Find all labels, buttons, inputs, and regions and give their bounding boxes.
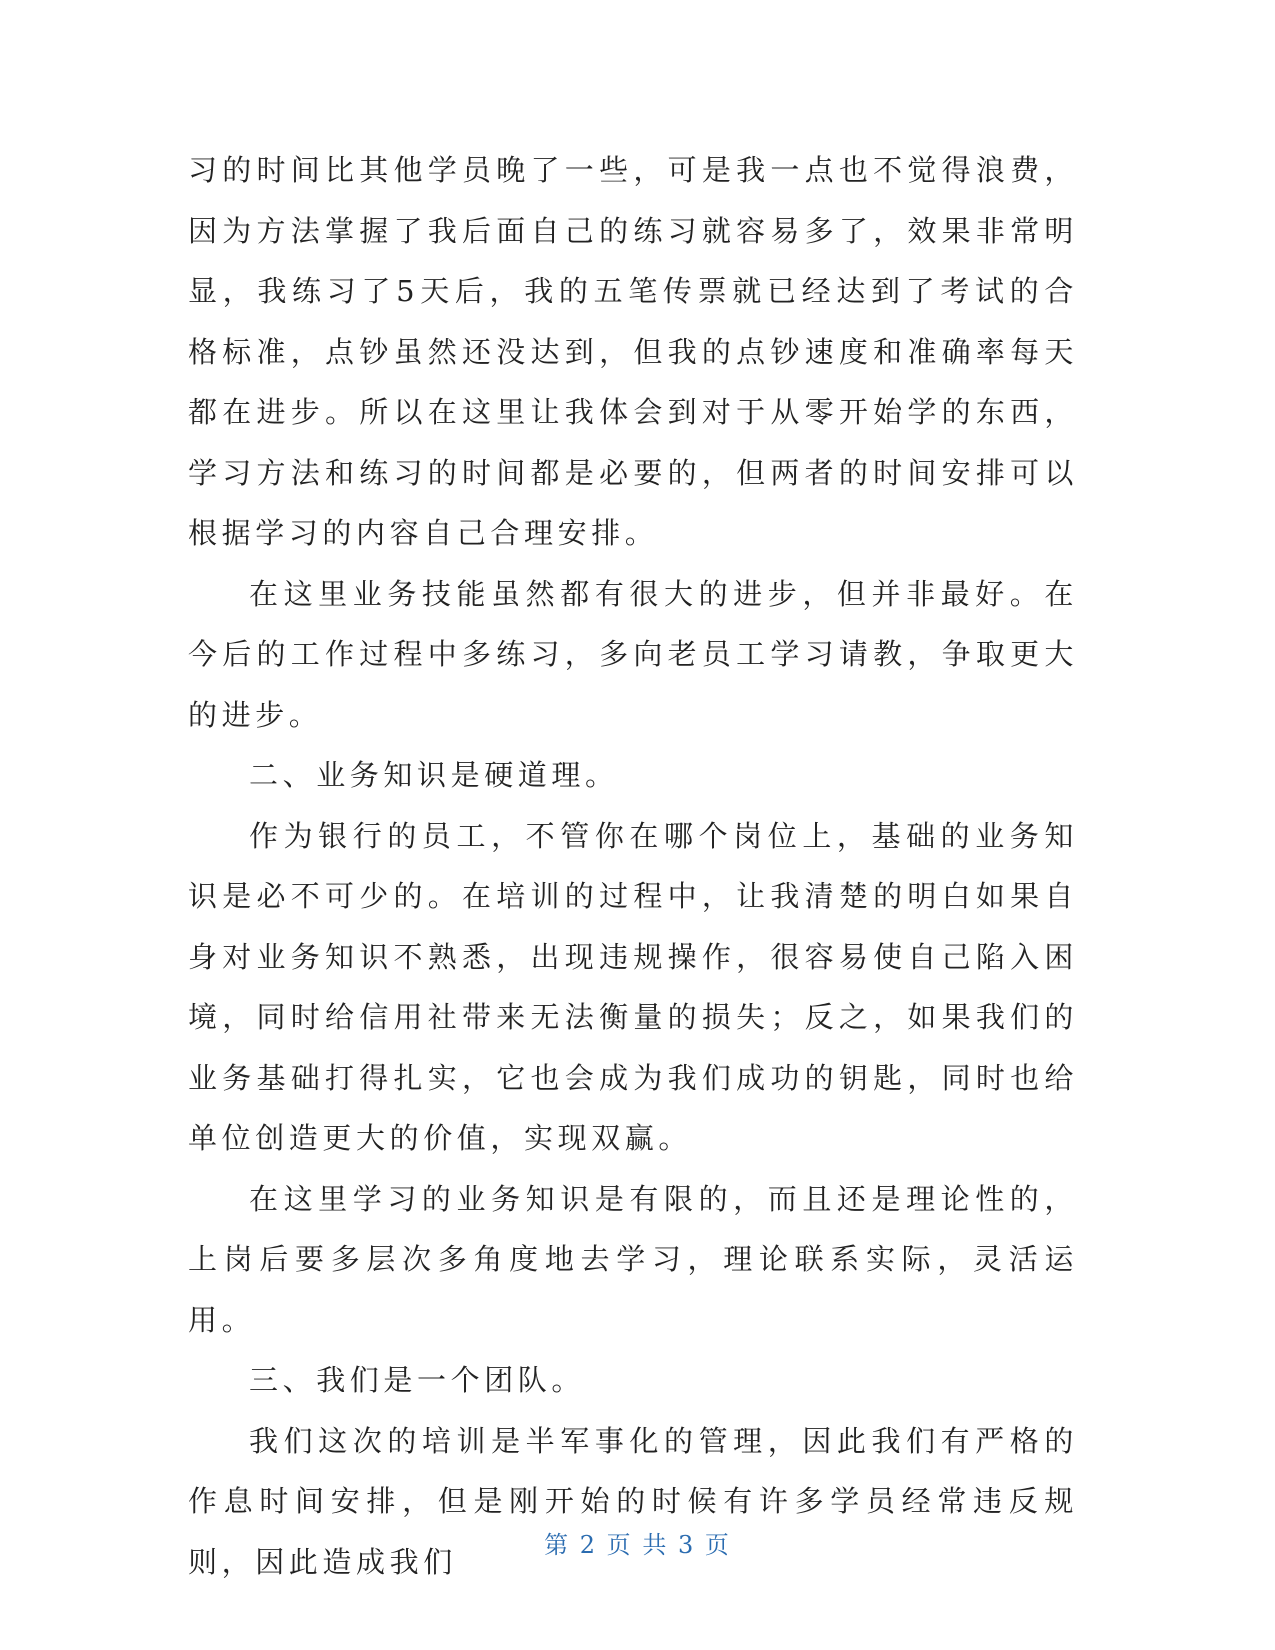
footer-total-label: 共 <box>642 1531 669 1559</box>
paragraph: 在这里业务技能虽然都有很大的进步，但并非最好。在今后的工作过程中多练习，多向老员工学习请教，争取更大的进步。 <box>188 576 1078 732</box>
page-footer <box>0 1525 1275 1560</box>
footer-prefix: 第 <box>544 1531 571 1559</box>
document-body <box>188 140 1078 1592</box>
footer-page-label: 页 <box>606 1531 633 1559</box>
section-heading: 二、业务知识是硬道理。 <box>249 758 619 792</box>
paragraph: 我们这次的培训是半军事化的管理，因此我们有严格的作息时间安排，但是刚开始的时候有许多学员经常违反规则，因此造成我们 <box>188 1423 1078 1579</box>
current-page-number: 2 <box>579 1531 598 1559</box>
paragraph: 作为银行的员工，不管你在哪个岗位上，基础的业务知识是必不可少的。在培训的过程中，让我清楚的明白如果自身对业务知识不熟悉，出现违规操作，很容易使自己陷入困境，同时给信用社带来无法衡量的损失；反之，如果我们的业务基础打得扎实，它也会成为我们成功的钥匙，同时也给单位创造更大的价值，实现双赢。 <box>188 818 1078 1155</box>
paragraph: 习的时间比其他学员晚了一些，可是我一点也不觉得浪费，因为方法掌握了我后面自己的练习就容易多了，效果非常明显，我练习了5天后，我的五笔传票就已经达到了考试的合格标准，点钞虽然还没达到，但我的点钞速度和准确率每天都在进步。所以在这里让我体会到对于从零开始学的东西，学习方法和练习的时间都是必要的，但两者的时间安排可以根据学习的内容自己合理安排。 <box>188 153 1078 550</box>
total-page-number: 3 <box>677 1531 696 1559</box>
section-heading: 三、我们是一个团队。 <box>249 1363 586 1397</box>
paragraph: 在这里学习的业务知识是有限的，而且还是理论性的，上岗后要多层次多角度地去学习，理论联系实际，灵活运用。 <box>188 1181 1078 1337</box>
footer-page-end-label: 页 <box>704 1531 731 1559</box>
